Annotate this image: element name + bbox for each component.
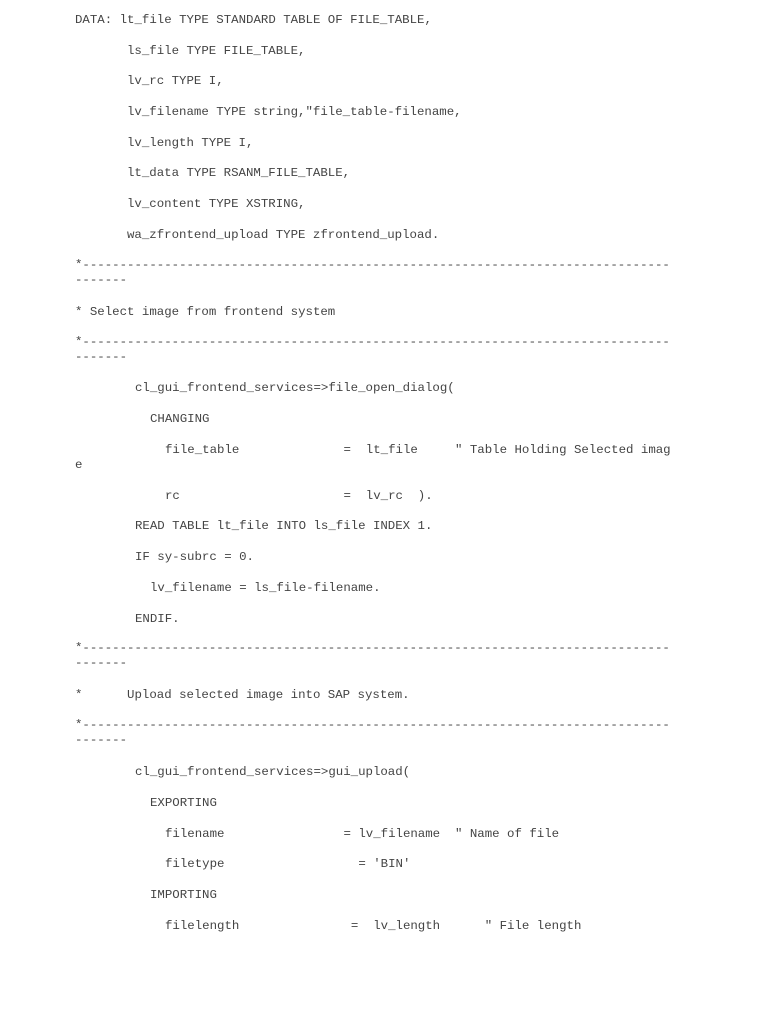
code-line-read-table: READ TABLE lt_file INTO ls_file INDEX 1.: [135, 519, 433, 533]
code-line-lv-content: lv_content TYPE XSTRING,: [127, 197, 306, 211]
code-line-if-subrc: IF sy-subrc = 0.: [135, 550, 254, 564]
code-line-filename-param: filename = lv_filename " Name of file: [165, 827, 560, 841]
code-line-file-open-dialog: cl_gui_frontend_services=>file_open_dialog(: [135, 381, 455, 395]
code-line-lt-data: lt_data TYPE RSANM_FILE_TABLE,: [127, 166, 351, 180]
code-line-exporting: EXPORTING: [150, 796, 217, 810]
code-line-gui-upload: cl_gui_frontend_services=>gui_upload(: [135, 765, 411, 779]
comment-separator-wrap: -------: [75, 273, 128, 287]
comment-separator-wrap: -------: [75, 656, 128, 670]
comment-separator-line: *-------------------------------------------------------------------------------: [75, 718, 670, 732]
code-line-filetype-param: filetype = 'BIN': [165, 857, 411, 871]
code-line-data-declaration: DATA: lt_file TYPE STANDARD TABLE OF FILE_TABLE,: [75, 13, 432, 27]
code-line-endif: ENDIF.: [135, 612, 180, 626]
comment-separator-wrap: -------: [75, 733, 128, 747]
comment-upload-image: * Upload selected image into SAP system.: [75, 688, 410, 702]
code-line-filelength-param: filelength = lv_length " File length: [165, 919, 582, 933]
comment-separator-line: *-------------------------------------------------------------------------------: [75, 258, 670, 272]
code-line-assign-filename: lv_filename = ls_file-filename.: [150, 581, 381, 595]
code-line-importing: IMPORTING: [150, 888, 217, 902]
code-line-lv-filename: lv_filename TYPE string,"file_table-filename,: [127, 105, 462, 119]
comment-select-image: * Select image from frontend system: [75, 305, 336, 319]
code-line-lv-rc: lv_rc TYPE I,: [127, 74, 224, 88]
comment-separator-line: *-------------------------------------------------------------------------------: [75, 641, 670, 655]
code-line-file-table-param: file_table = lt_file " Table Holding Selected imag: [165, 443, 671, 457]
code-line-ls-file: ls_file TYPE FILE_TABLE,: [127, 44, 306, 58]
comment-separator-wrap: -------: [75, 350, 128, 364]
code-line-lv-length: lv_length TYPE I,: [127, 136, 254, 150]
code-line-wrapped-char: e: [75, 458, 83, 472]
code-line-changing: CHANGING: [150, 412, 210, 426]
comment-separator-line: *-------------------------------------------------------------------------------: [75, 335, 670, 349]
code-line-rc-param: rc = lv_rc ).: [165, 489, 433, 503]
code-line-wa-zfrontend-upload: wa_zfrontend_upload TYPE zfrontend_upload.: [127, 228, 440, 242]
